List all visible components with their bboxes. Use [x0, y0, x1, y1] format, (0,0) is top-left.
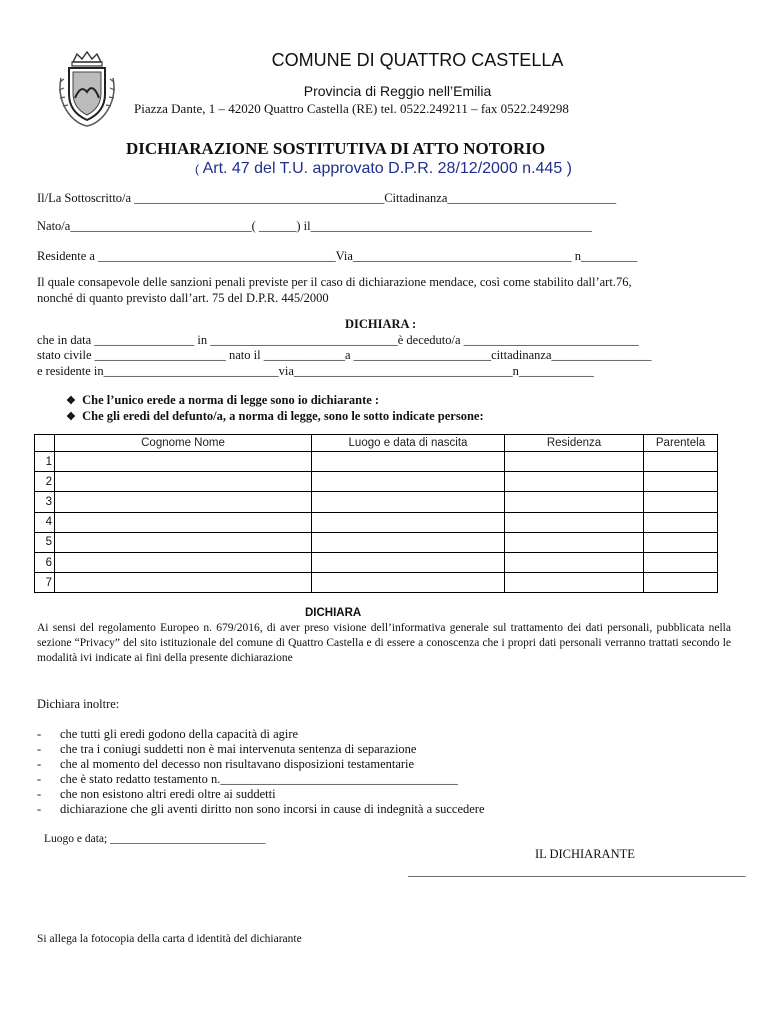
cell-birth[interactable]	[312, 532, 505, 552]
deceased-line-3[interactable]: e residente in____________________________via___________________________________n____________	[37, 364, 594, 378]
list-item	[37, 727, 299, 742]
option-sole-heir-label: Che l’unico erede a norma di legge sono io dichiarante :	[82, 393, 380, 407]
cell-residence[interactable]	[505, 512, 644, 532]
option-multiple-heirs-label: Che gli eredi del defunto/a, a norma di legge, sono le sotto indicate persone:	[82, 409, 484, 423]
subtitle-paren: (	[195, 162, 199, 176]
row-number: 4	[35, 512, 55, 532]
option-multiple-heirs[interactable]	[66, 409, 484, 424]
heirs-table	[34, 434, 718, 593]
declarant-label: IL DICHIARANTE	[535, 847, 635, 861]
cell-residence[interactable]	[505, 552, 644, 572]
table-row	[35, 452, 718, 472]
list-dash: -	[37, 757, 42, 771]
row-number: 5	[35, 532, 55, 552]
table-row	[35, 512, 718, 532]
option-sole-heir[interactable]	[66, 393, 379, 408]
cell-birth[interactable]	[312, 552, 505, 572]
table-header-row	[35, 435, 718, 452]
cell-name[interactable]	[55, 573, 312, 593]
deceased-line-2[interactable]: stato civile _____________________ nato il _____________a ______________________cittadinanza________________	[37, 348, 652, 362]
cell-name[interactable]	[55, 552, 312, 572]
declarant-name-line[interactable]: Il/La Sottoscritto/a ________________________________________Cittadinanza___________________________	[37, 191, 617, 205]
list-dash: -	[37, 742, 42, 756]
consapevole-text-2: nonché di quanto previsto dall’art. 75 del D.P.R. 445/2000	[37, 291, 329, 305]
cell-residence[interactable]	[505, 472, 644, 492]
row-number: 1	[35, 452, 55, 472]
row-number: 6	[35, 552, 55, 572]
list-item	[37, 757, 415, 772]
privacy-paragraph: Ai sensi del regolamento Europeo n. 679/2016, di aver preso visione dell’informativa generale sul trattamento dei dati personali, pubblicata nella sezione “Privacy” del sito istituzionale del comune di Quattro Castella e di essere a conoscenza che i propri dati personali verranno trattati secondo le modalità ivi indicate ai fini della presente dichiarazione	[37, 622, 731, 664]
residence-line[interactable]: Residente a ______________________________________Via___________________________________ n_________	[37, 249, 638, 263]
cell-name[interactable]	[55, 492, 312, 512]
list-item	[37, 742, 417, 757]
municipality-title: COMUNE DI QUATTRO CASTELLA	[271, 50, 564, 70]
col-residence-header: Residenza	[505, 435, 644, 452]
row-number: 2	[35, 472, 55, 492]
list-item	[37, 787, 276, 802]
row-number: 3	[35, 492, 55, 512]
cell-relationship[interactable]	[644, 552, 718, 572]
diamond-bullet-icon: ❖	[66, 411, 76, 423]
diamond-bullet-icon: ❖	[66, 395, 76, 407]
place-date-field[interactable]: Luogo e data; ___________________________	[44, 833, 266, 845]
list-dash: -	[37, 802, 42, 816]
table-row	[35, 492, 718, 512]
subtitle-text: Art. 47 del T.U. approvato D.P.R. 28/12/2000 n.445 )	[202, 160, 572, 177]
cell-name[interactable]	[55, 452, 312, 472]
cell-name[interactable]	[55, 472, 312, 492]
province-line: Provincia di Reggio nell’Emilia	[303, 83, 492, 99]
col-name-header: Cognome Nome	[55, 435, 312, 452]
list-item-text: che tutti gli eredi godono della capacità di agire	[60, 727, 299, 741]
cell-relationship[interactable]	[644, 512, 718, 532]
list-item	[37, 802, 485, 817]
list-item-text: che tra i coniugi suddetti non è mai intervenuta sentenza di separazione	[60, 742, 417, 756]
signature-line[interactable]: ______________________________________________________	[408, 864, 746, 878]
list-dash: -	[37, 727, 42, 741]
dichiara-privacy-heading: DICHIARA	[305, 607, 362, 619]
list-item-text: che è stato redatto testamento n.______________________________________	[60, 772, 458, 786]
list-item-text: che al momento del decesso non risultavano disposizioni testamentarie	[60, 757, 415, 771]
cell-name[interactable]	[55, 512, 312, 532]
table-row	[35, 472, 718, 492]
dichiara-heading: DICHIARA :	[345, 317, 417, 331]
table-row	[35, 552, 718, 572]
list-item[interactable]	[37, 772, 458, 787]
col-relationship-header: Parentela	[644, 435, 718, 452]
inoltre-heading: Dichiara inoltre:	[37, 697, 120, 711]
list-item-text: dichiarazione che gli aventi diritto non sono incorsi in cause di indegnità a succedere	[60, 802, 485, 816]
list-dash: -	[37, 787, 42, 801]
address-line: Piazza Dante, 1 – 42020 Quattro Castella (RE) tel. 0522.249211 – fax 0522.249298	[134, 101, 569, 116]
cell-relationship[interactable]	[644, 452, 718, 472]
cell-name[interactable]	[55, 532, 312, 552]
list-dash: -	[37, 772, 42, 786]
cell-relationship[interactable]	[644, 472, 718, 492]
col-birth-header: Luogo e data di nascita	[312, 435, 505, 452]
cell-birth[interactable]	[312, 472, 505, 492]
consapevole-text: Il quale consapevole delle sanzioni penali previste per il caso di dichiarazione mendace, così come stabilito dall’art.76,	[37, 275, 632, 289]
footer-note: Si allega la fotocopia della carta d identità del dichiarante	[37, 933, 302, 945]
deceased-line-1[interactable]: che in data ________________ in ______________________________è deceduto/a ____________________________	[37, 333, 639, 347]
col-index-header	[35, 435, 55, 452]
document-title: DICHIARAZIONE SOSTITUTIVA DI ATTO NOTORIO	[126, 139, 546, 158]
birth-line[interactable]: Nato/a_____________________________( ______) il_____________________________________________	[37, 219, 592, 233]
cell-residence[interactable]	[505, 492, 644, 512]
cell-residence[interactable]	[505, 532, 644, 552]
cell-relationship[interactable]	[644, 532, 718, 552]
cell-birth[interactable]	[312, 492, 505, 512]
table-row	[35, 532, 718, 552]
cell-birth[interactable]	[312, 452, 505, 472]
cell-relationship[interactable]	[644, 492, 718, 512]
table-row	[35, 573, 718, 593]
list-item-text: che non esistono altri eredi oltre ai suddetti	[60, 787, 276, 801]
cell-birth[interactable]	[312, 512, 505, 532]
cell-residence[interactable]	[505, 573, 644, 593]
cell-residence[interactable]	[505, 452, 644, 472]
cell-relationship[interactable]	[644, 573, 718, 593]
document-subtitle	[195, 160, 572, 178]
row-number: 7	[35, 573, 55, 593]
cell-birth[interactable]	[312, 573, 505, 593]
